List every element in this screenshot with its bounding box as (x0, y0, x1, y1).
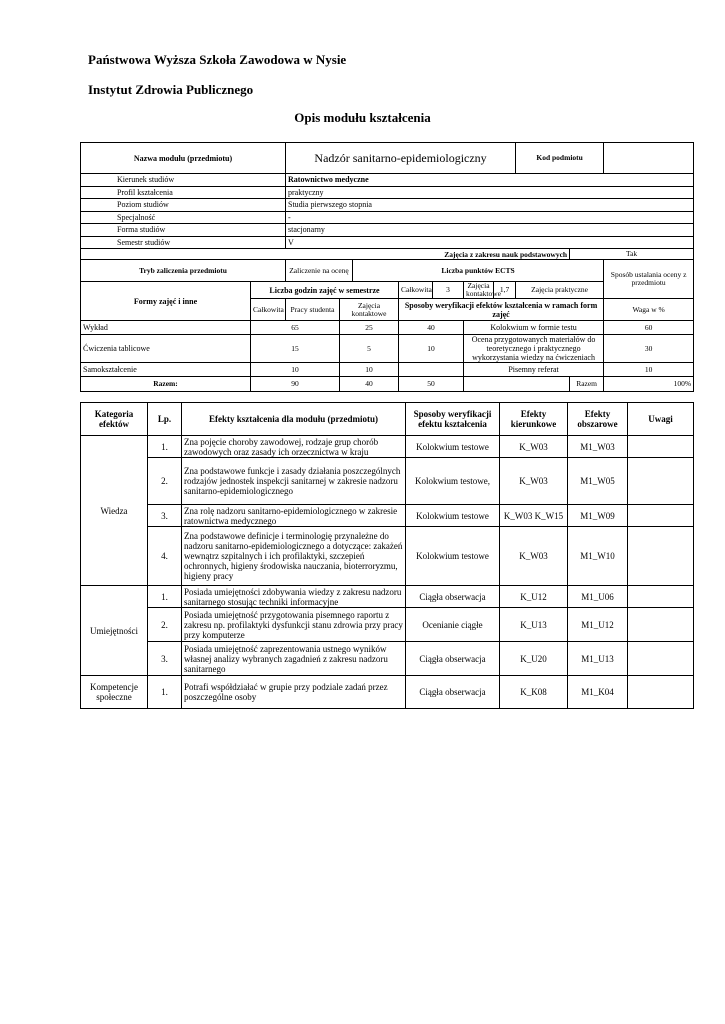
activity-student: 5 (340, 335, 399, 363)
outcome-notes (628, 505, 694, 527)
outcome-text: Posiada umiejętność zaprezentowania ustnego wyników własnej analizy wybranych zagadnień z zakresu nadzoru sanitarnego (182, 642, 406, 676)
outcome-area: M1_U12 (568, 608, 628, 642)
grading-method-label: Sposób ustalania oceny z przedmiotu (604, 260, 694, 299)
outcome-text: Zna rolę nadzoru sanitarno-epidemiologicznego w zakresie ratownictwa medycznego (182, 505, 406, 527)
info-row (81, 199, 694, 212)
ects-practical-label: Zajęcia praktyczne (516, 282, 604, 299)
outcomes-lp-header: Lp. (148, 403, 182, 436)
activity-student: 25 (340, 321, 399, 335)
summary-contact: 50 (399, 377, 464, 392)
activity-method: Pisemny referat (464, 363, 604, 377)
summary-razem: Razem (570, 377, 604, 392)
ects-contact-value: 1,7 (494, 282, 516, 299)
outcome-category: Wiedza (81, 436, 148, 586)
verification-label: Sposoby weryfikacji efektów kształcenia w ramach form zajęć (399, 299, 604, 321)
outcome-direction: K_U13 (500, 608, 568, 642)
info-row-label: Kierunek studiów (81, 174, 286, 187)
activity-row (81, 335, 694, 363)
activity-name: Samokształcenie (81, 363, 251, 377)
outcome-row (81, 458, 694, 505)
info-row-label: Forma studiów (81, 224, 286, 237)
outcomes-table (80, 402, 694, 709)
outcome-notes (628, 527, 694, 586)
outcome-category: Umiejętności (81, 586, 148, 676)
summary-total: 90 (251, 377, 340, 392)
outcome-method: Kolokwium testowe (406, 436, 500, 458)
outcome-row (81, 676, 694, 709)
activity-weight: 60 (604, 321, 694, 335)
activity-row (81, 321, 694, 335)
activity-student: 10 (340, 363, 399, 377)
ects-contact-label: Zajęcia kontaktowe (464, 282, 494, 299)
basic-sciences-label: Zajęcia z zakresu nauk podstawowych (81, 249, 570, 260)
info-row-value: - (286, 211, 694, 224)
outcome-method: Ocenianie ciągłe (406, 608, 500, 642)
outcomes-area-header: Efekty obszarowe (568, 403, 628, 436)
outcome-area: M1_W03 (568, 436, 628, 458)
outcome-lp: 4. (148, 527, 182, 586)
outcome-method: Kolokwium testowe (406, 505, 500, 527)
outcome-direction: K_U20 (500, 642, 568, 676)
school-name: Państwowa Wyższa Szkoła Zawodowa w Nysie (88, 52, 347, 67)
summary-student: 40 (340, 377, 399, 392)
outcome-row (81, 436, 694, 458)
outcome-notes (628, 458, 694, 505)
outcome-direction: K_W03 (500, 458, 568, 505)
info-row-value: V (286, 236, 694, 249)
outcome-direction: K_W03 (500, 527, 568, 586)
module-code-value (604, 143, 694, 174)
module-name-value: Nadzór sanitarno-epidemiologiczny (286, 143, 516, 174)
ects-total-value: 3 (433, 282, 464, 299)
credit-mode-value: Zaliczenie na ocenę (286, 260, 353, 282)
outcomes-verification-header: Sposoby weryfikacji efektu kształcenia (406, 403, 500, 436)
outcome-row (81, 527, 694, 586)
outcome-notes (628, 436, 694, 458)
outcome-lp: 1. (148, 436, 182, 458)
activity-contact: 10 (399, 335, 464, 363)
col-total-label: Całkowita (251, 299, 286, 321)
outcome-area: M1_K04 (568, 676, 628, 709)
info-row (81, 236, 694, 249)
info-row-label: Semestr studiów (81, 236, 286, 249)
ects-label: Liczba punktów ECTS (353, 260, 604, 282)
outcome-text: Zna pojęcie choroby zawodowej, rodzaje grup chorób zawodowych oraz zasady ich orzecznictwa w kraju (182, 436, 406, 458)
outcome-method: Kolokwium testowe (406, 527, 500, 586)
outcome-notes (628, 586, 694, 608)
outcome-row (81, 586, 694, 608)
col-student-label: Pracy studenta (286, 299, 340, 321)
activity-method: Ocena przygotowanych materiałów do teoretycznego i praktycznego wykorzystania wiedzy na ćwiczeniach (464, 335, 604, 363)
outcome-method: Ciągła obserwacja (406, 642, 500, 676)
outcome-method: Ciągła obserwacja (406, 586, 500, 608)
credit-mode-label: Tryb zaliczenia przedmiotu (81, 260, 286, 282)
summary-empty (464, 377, 570, 392)
info-row-label: Poziom studiów (81, 199, 286, 212)
activity-name: Ćwiczenia tablicowe (81, 335, 251, 363)
outcome-text: Zna podstawowe definicje i terminologię przynależne do nadzoru sanitarno-epidemiologicznego a dotyczące: zakażeń wewnątrz szpitalnych i ich profilaktyki, szczepień ochronnych, higieny środowiska nauczania, bioterroryzmu, higieny pracy (182, 527, 406, 586)
outcome-lp: 1. (148, 586, 182, 608)
info-row (81, 224, 694, 237)
activity-weight: 10 (604, 363, 694, 377)
outcome-lp: 2. (148, 458, 182, 505)
outcome-direction: K_W03 K_W15 (500, 505, 568, 527)
outcome-lp: 2. (148, 608, 182, 642)
info-row-value: Ratownictwo medyczne (286, 174, 694, 187)
outcome-area: M1_W05 (568, 458, 628, 505)
info-row-value: stacjonarny (286, 224, 694, 237)
ects-total-label: Całkowita (399, 282, 433, 299)
col-contact-label: Zajęcia kontaktowe (340, 299, 399, 321)
outcome-text: Posiada umiejętności zdobywania wiedzy z zakresu nadzoru sanitarnego stosując techniki informacyjne (182, 586, 406, 608)
activity-total: 10 (251, 363, 340, 377)
info-row-label: Specjalność (81, 211, 286, 224)
summary-percent: 100% (604, 377, 694, 392)
outcome-row (81, 505, 694, 527)
activity-contact (399, 363, 464, 377)
document-title: Opis modułu kształcenia (294, 110, 431, 125)
info-row (81, 211, 694, 224)
outcome-row (81, 642, 694, 676)
outcomes-direction-header: Efekty kierunkowe (500, 403, 568, 436)
outcomes-effects-header: Efekty kształcenia dla modułu (przedmiotu) (182, 403, 406, 436)
outcome-area: M1_U06 (568, 586, 628, 608)
forms-label: Formy zajęć i inne (81, 282, 251, 321)
outcome-lp: 1. (148, 676, 182, 709)
outcome-text: Zna podstawowe funkcje i zasady działania poszczególnych rodzajów jednostek inspekcji sanitarnej w zakresie nadzoru sanitarno-epidemiologicznego (182, 458, 406, 505)
activity-total: 65 (251, 321, 340, 335)
outcome-text: Posiada umiejętność przygotowania pisemnego raportu z zakresu np. profilaktyki dysfunkcji stanu zdrowia przy pracy przy komputerze (182, 608, 406, 642)
outcomes-category-header: Kategoria efektów (81, 403, 148, 436)
outcome-method: Ciągła obserwacja (406, 676, 500, 709)
weight-label: Waga w % (604, 299, 694, 321)
activity-weight: 30 (604, 335, 694, 363)
activity-name: Wykład (81, 321, 251, 335)
info-row-label: Profil kształcenia (81, 186, 286, 199)
basic-sciences-value: Tak (570, 249, 694, 260)
activity-total: 15 (251, 335, 340, 363)
module-info-table (80, 142, 694, 392)
institute-name: Instytut Zdrowia Publicznego (88, 82, 254, 97)
outcome-row (81, 608, 694, 642)
info-row (81, 186, 694, 199)
outcome-lp: 3. (148, 505, 182, 527)
outcome-notes (628, 608, 694, 642)
module-name-label: Nazwa modułu (przedmiotu) (81, 143, 286, 174)
outcomes-notes-header: Uwagi (628, 403, 694, 436)
info-row (81, 174, 694, 187)
outcome-direction: K_K08 (500, 676, 568, 709)
outcome-notes (628, 676, 694, 709)
activity-method: Kolokwium w formie testu (464, 321, 604, 335)
outcome-notes (628, 642, 694, 676)
activity-row (81, 363, 694, 377)
outcome-area: M1_W09 (568, 505, 628, 527)
outcome-area: M1_W10 (568, 527, 628, 586)
outcome-category: Kompetencje społeczne (81, 676, 148, 709)
outcome-lp: 3. (148, 642, 182, 676)
outcome-method: Kolokwium testowe, (406, 458, 500, 505)
outcome-area: M1_U13 (568, 642, 628, 676)
outcome-text: Potrafi współdziałać w grupie przy podziale zadań przez poszczególne osoby (182, 676, 406, 709)
module-code-label: Kod podmiotu (516, 143, 604, 174)
hours-label: Liczba godzin zajęć w semestrze (251, 282, 399, 299)
outcome-direction: K_W03 (500, 436, 568, 458)
info-row-value: Studia pierwszego stopnia (286, 199, 694, 212)
summary-label: Razem: (81, 377, 251, 392)
activity-contact: 40 (399, 321, 464, 335)
outcome-direction: K_U12 (500, 586, 568, 608)
info-row-value: praktyczny (286, 186, 694, 199)
